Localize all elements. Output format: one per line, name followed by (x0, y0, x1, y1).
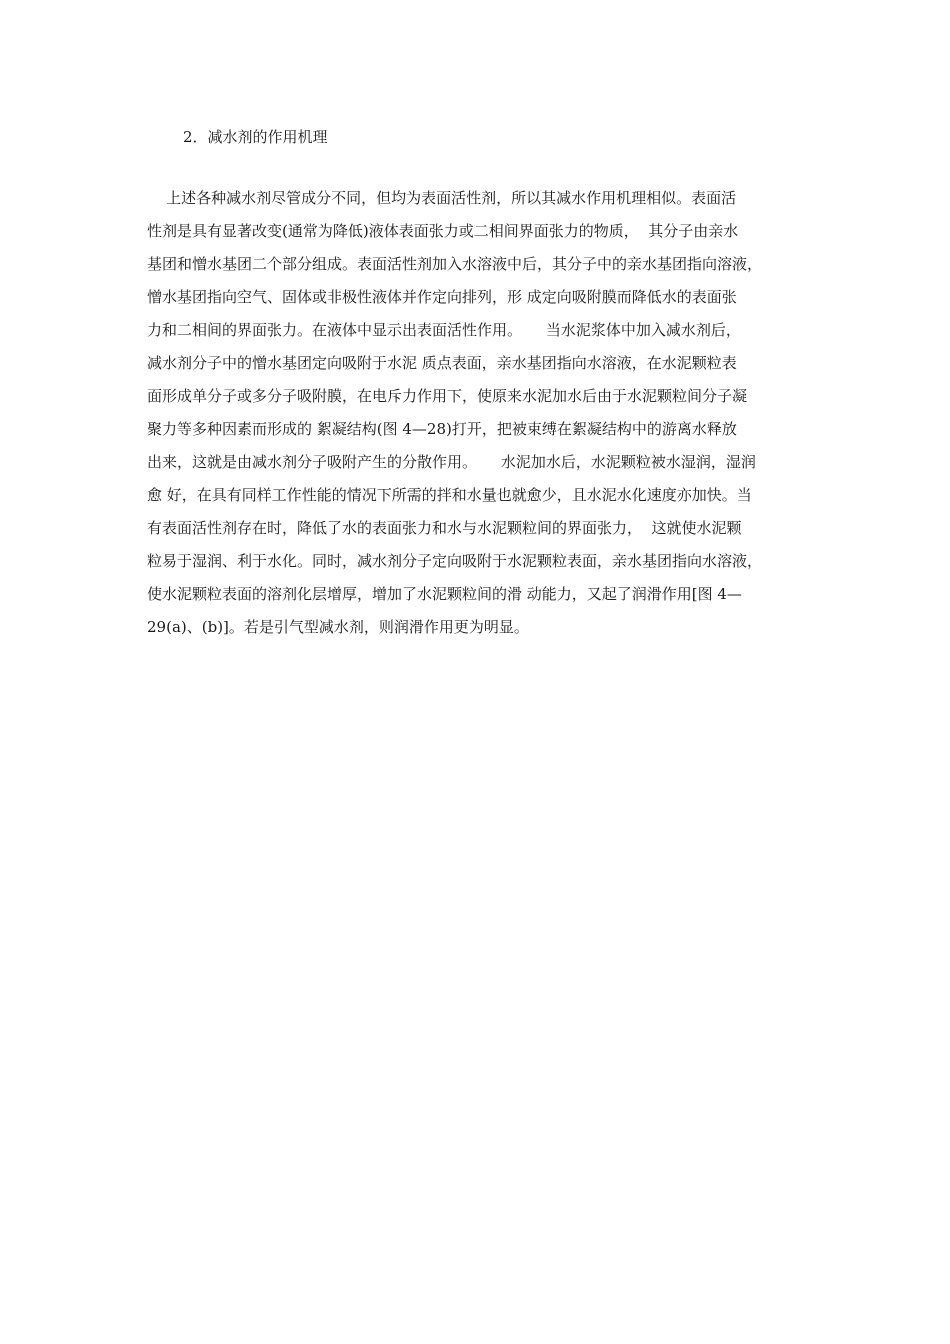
text-line: 有表面活性剂存在时，降低了水的表面张力和水与水泥颗粒间的界面张力， 这就使水泥颗 (147, 519, 742, 537)
text-line: 憎水基团指向空气、固体或非极性液体并作定向排列，形 成定向吸附膜而降低水的表面张 (147, 288, 737, 306)
text-line: 聚力等多种因素而形成的 絮凝结构(图 4—28)打开，把被束缚在絮凝结构中的游离水释放 (147, 420, 737, 438)
text-line: 愈 好，在具有同样工作性能的情况下所需的拌和水量也就愈少，且水泥水化速度亦加快。当 (147, 486, 752, 504)
text-line: 上述各种减水剂尽管成分不同，但均为表面活性剂，所以其减水作用机理相似。表面活 (147, 189, 737, 207)
text-line: 减水剂分子中的憎水基团定向吸附于水泥 质点表面，亲水基团指向水溶液，在水泥颗粒表 (147, 354, 737, 372)
text-line: 出来，这就是由减水剂分子吸附产生的分散作用。 水泥加水后，水泥颗粒被水湿润，湿润 (147, 453, 756, 471)
text-line: 基团和憎水基团二个部分组成。表面活性剂加入水溶液中后，其分子中的亲水基团指向溶液， (147, 255, 763, 273)
text-line: 使水泥颗粒表面的溶剂化层增厚，增加了水泥颗粒间的滑 动能力，又起了润滑作用[图 4— (147, 585, 742, 603)
text-line: 面形成单分子或多分子吸附膜，在电斥力作用下，使原来水泥加水后由于水泥颗粒间分子凝 (147, 387, 748, 405)
body-paragraph (147, 182, 827, 644)
text-line: 粒易于湿润、利于水化。同时，减水剂分子定向吸附于水泥颗粒表面，亲水基团指向水溶液， (147, 552, 763, 570)
text-line: 力和二相间的界面张力。在液体中显示出表面活性作用。 当水泥浆体中加入减水剂后， (147, 321, 741, 339)
section-heading: 2．减水剂的作用机理 (183, 128, 328, 146)
text-line: 性剂是具有显著改变(通常为降低)液体表面张力或二相间界面张力的物质， 其分子由亲水 (147, 222, 739, 240)
text-line: 29(a)、(b)]。若是引气型减水剂，则润滑作用更为明显。 (147, 618, 529, 636)
